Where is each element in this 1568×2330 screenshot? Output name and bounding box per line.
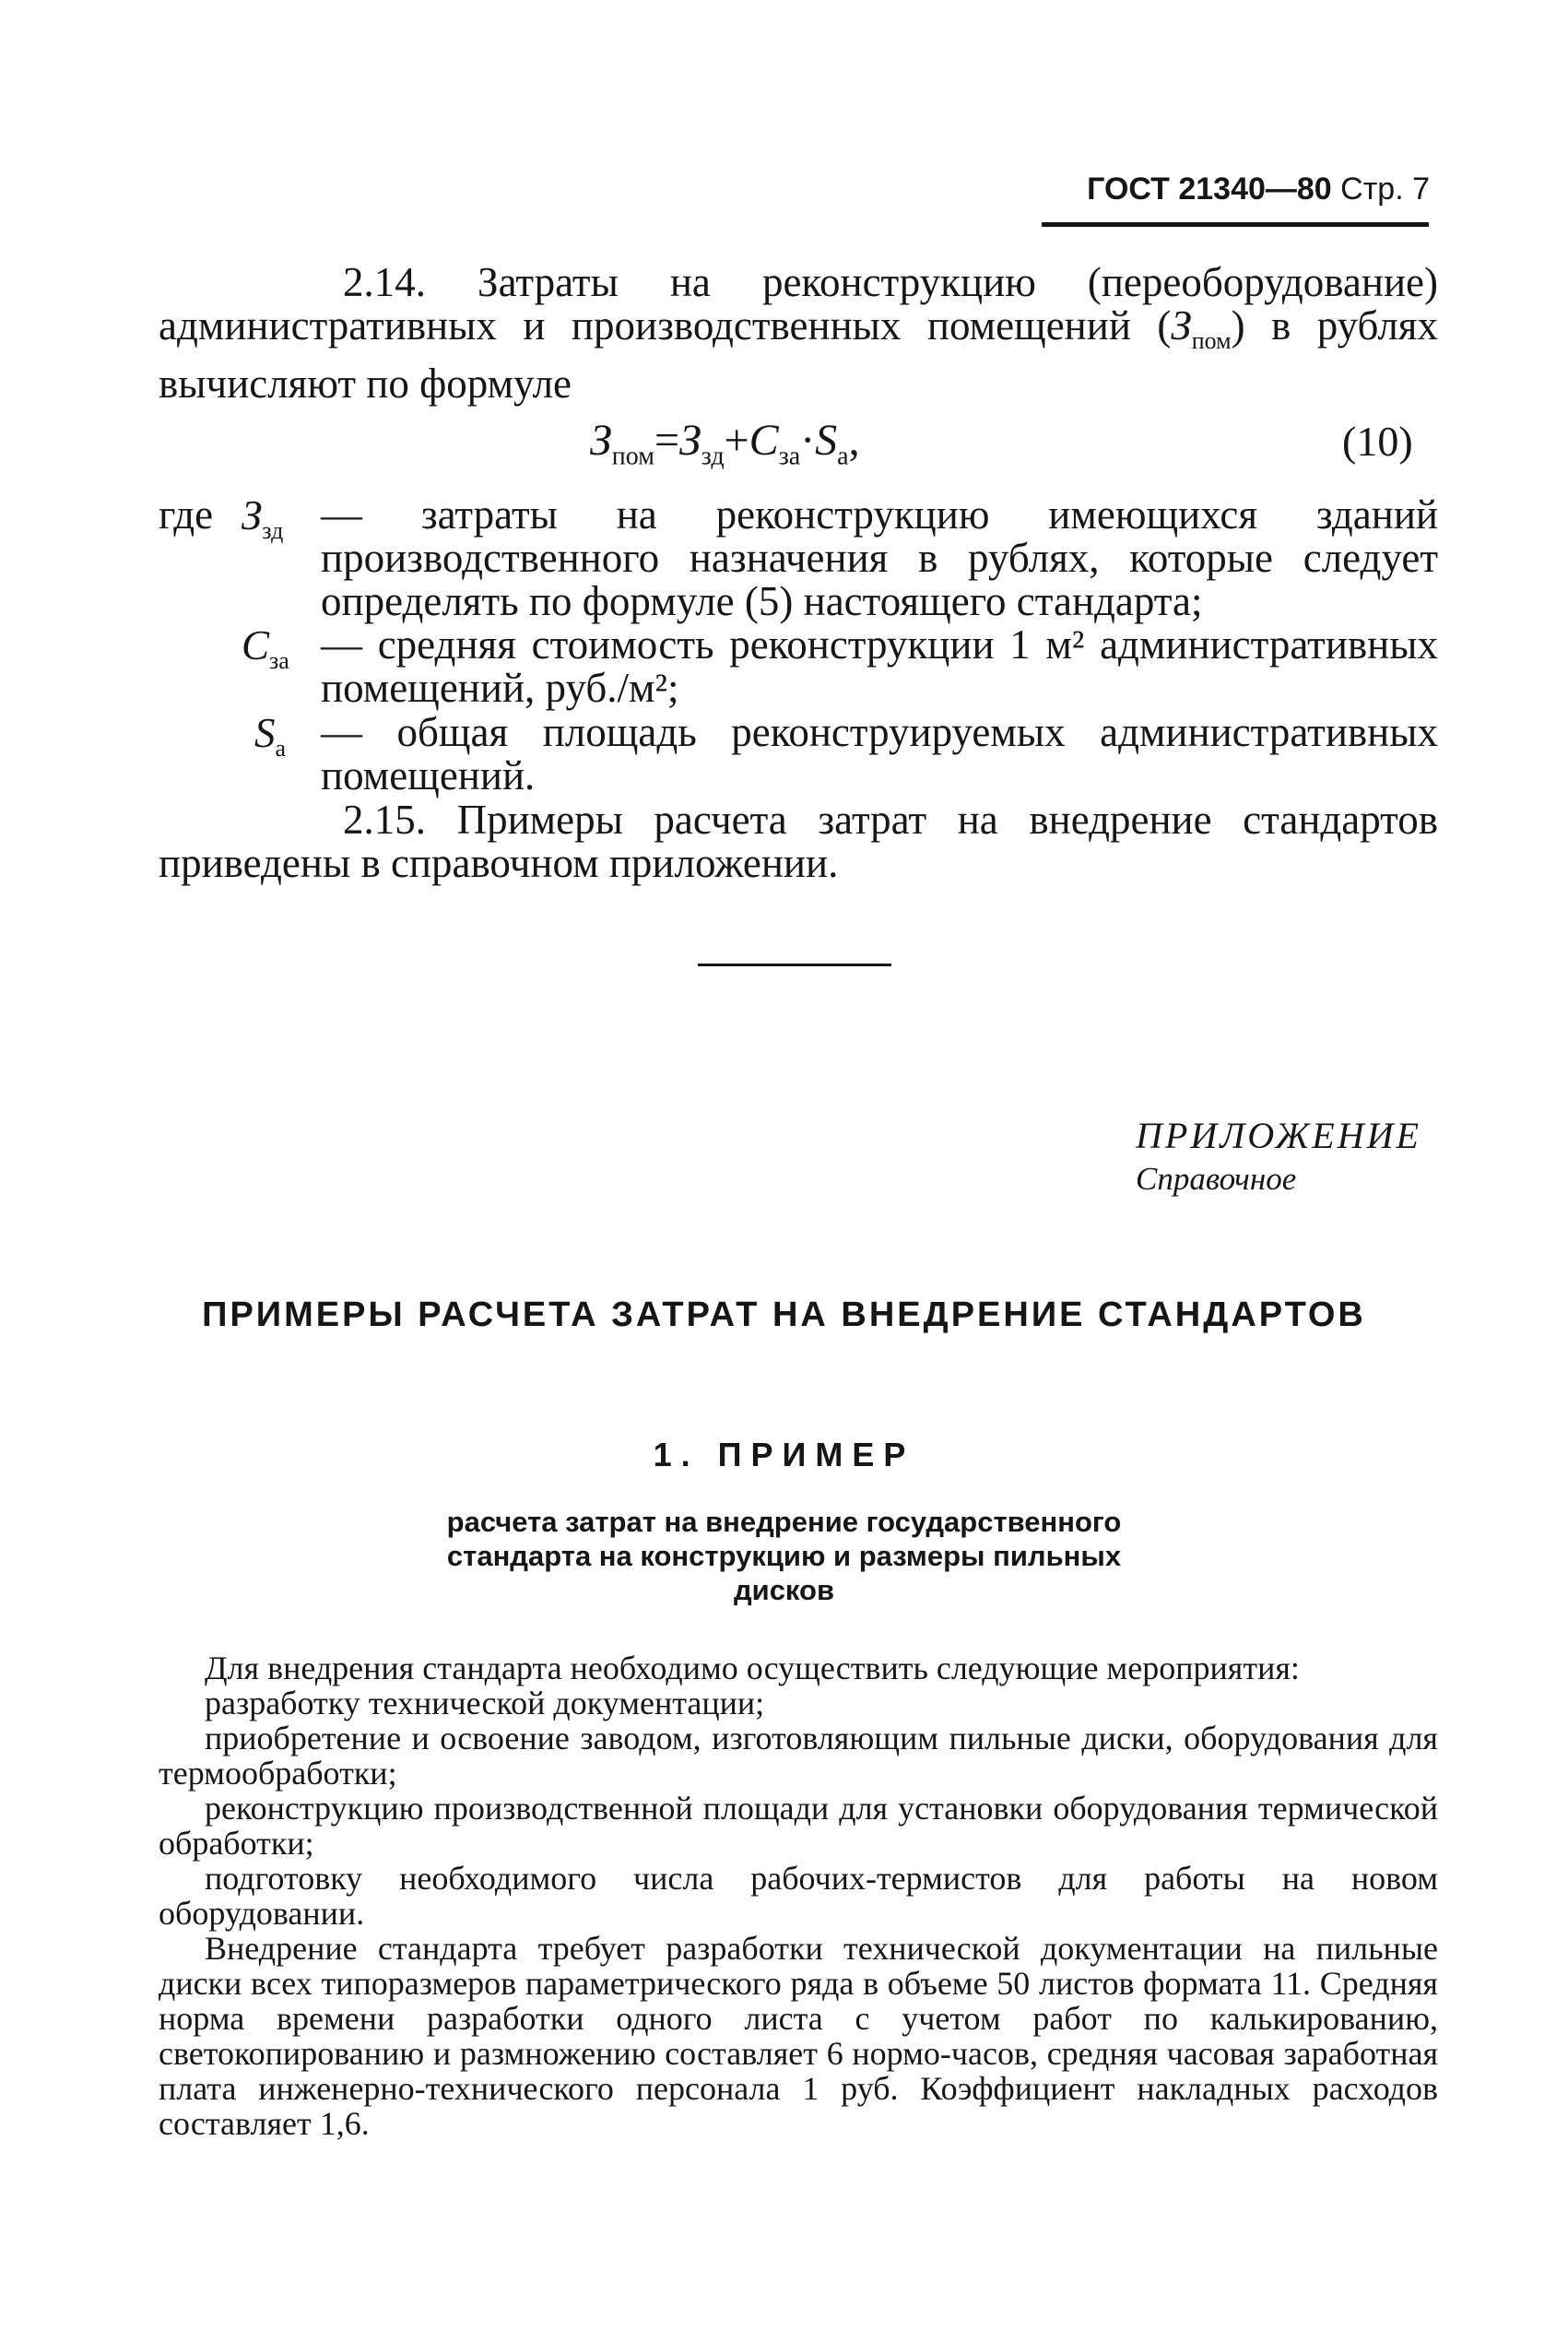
example-subtitle-line: расчета затрат на внедрение государственного [446, 1506, 1122, 1538]
formula-term-2: C [749, 416, 779, 465]
example-title: 1. ПРИМЕР [653, 1436, 915, 1473]
section-divider [698, 964, 891, 966]
formula-10 [590, 415, 860, 472]
formula-term-1: З [679, 416, 701, 465]
formula-term-3-sub: а [837, 442, 849, 471]
formula-lhs-sub: пом [611, 442, 654, 471]
example-subtitle [0, 1505, 1568, 1607]
formula-plus: + [724, 416, 749, 465]
definition-symbol-zzd [242, 491, 283, 545]
section-2-15-text: 2.15. Примеры расчета затрат на внедрение стандартов приведены в справочном приложении. [159, 797, 1438, 886]
page-number: Стр. 7 [1340, 171, 1430, 207]
body-paragraph: разработку технической документации; [205, 1685, 765, 1721]
formula-term-3: S [815, 416, 838, 465]
definition-symbol: З [242, 492, 263, 538]
formula-term-2-sub: за [778, 442, 801, 471]
body-paragraph: подготовку необходимого числа рабочих-термистов для работы на новом оборудовании. [159, 1860, 1438, 1932]
section-2-14-symbol: З [1171, 302, 1192, 349]
formula-lhs: З [590, 416, 612, 465]
example-body [159, 1650, 1438, 2141]
formula-term-1-sub: зд [701, 442, 725, 471]
definition-symbol-cza [242, 621, 289, 675]
body-paragraph: Внедрение стандарта требует разработки технической документации на пильные диски всех типоразмеров параметрического ряда в объеме 50 листов формата 11. Средняя норма времени разработки одного листа с учетом работ по калькированию, светокопированию и размножению составляет 6 нормо-часов, средняя часовая заработная плата инженерно-технического персонала 1 руб. Коэффициент накладных расходов составляет 1,6. [159, 1930, 1438, 2142]
section-2-14 [159, 261, 1438, 406]
page-header [1087, 171, 1430, 207]
standard-code: ГОСТ 21340—80 [1087, 171, 1332, 207]
section-2-14-symbol-sub: пом [1191, 327, 1232, 354]
section-2-14-text-end: ) в рублях вычисляют по формуле [159, 302, 1438, 407]
body-paragraph: реконструкцию производственной площади для установки оборудования термической обработки; [159, 1790, 1438, 1862]
definition-text-sa: — общая площадь реконструируемых административных помещений. [321, 709, 1438, 798]
formula-eq: = [654, 416, 680, 465]
appendix-title: ПРИЛОЖЕНИЕ [1136, 1115, 1421, 1156]
section-2-15 [159, 798, 1438, 885]
section-2-14-text: 2.14. Затраты на реконструкцию (переоборудование) административных и производственных помещений ( [159, 259, 1438, 349]
formula-number: (10) [1342, 418, 1413, 465]
definitions-where: где [159, 491, 214, 538]
definition-symbol-sub: за [269, 647, 289, 674]
header-rule [1042, 222, 1429, 227]
appendix-subtitle: Справочное [1136, 1161, 1297, 1197]
definition-text-zzd: — затраты на реконструкцию имеющихся зданий производственного назначения в рублях, которые следует определять по формуле (5) настоящего стандарта; [321, 491, 1438, 624]
definition-symbol-sub: зд [262, 517, 284, 544]
formula-dot: · [800, 416, 816, 465]
example-subtitle-line: дисков [733, 1574, 835, 1606]
body-paragraph: приобретение и освоение заводом, изготовляющим пильные диски, оборудования для термообработки; [159, 1720, 1438, 1792]
main-title: ПРИМЕРЫ РАСЧЕТА ЗАТРАТ НА ВНЕДРЕНИЕ СТАНДАРТОВ [202, 1295, 1366, 1334]
example-subtitle-line: стандарта на конструкцию и размеры пильных [446, 1540, 1122, 1572]
definition-symbol-sub: а [275, 735, 287, 762]
definition-symbol-sa [254, 709, 286, 763]
formula-comma: , [848, 416, 860, 465]
definition-text-cza: — средняя стоимость реконструкции 1 м² административных помещений, руб./м²; [321, 621, 1438, 711]
body-paragraph: Для внедрения стандарта необходимо осуществить следующие мероприятия: [205, 1650, 1300, 1686]
definition-symbol: C [242, 622, 270, 668]
definition-symbol: S [254, 710, 276, 756]
